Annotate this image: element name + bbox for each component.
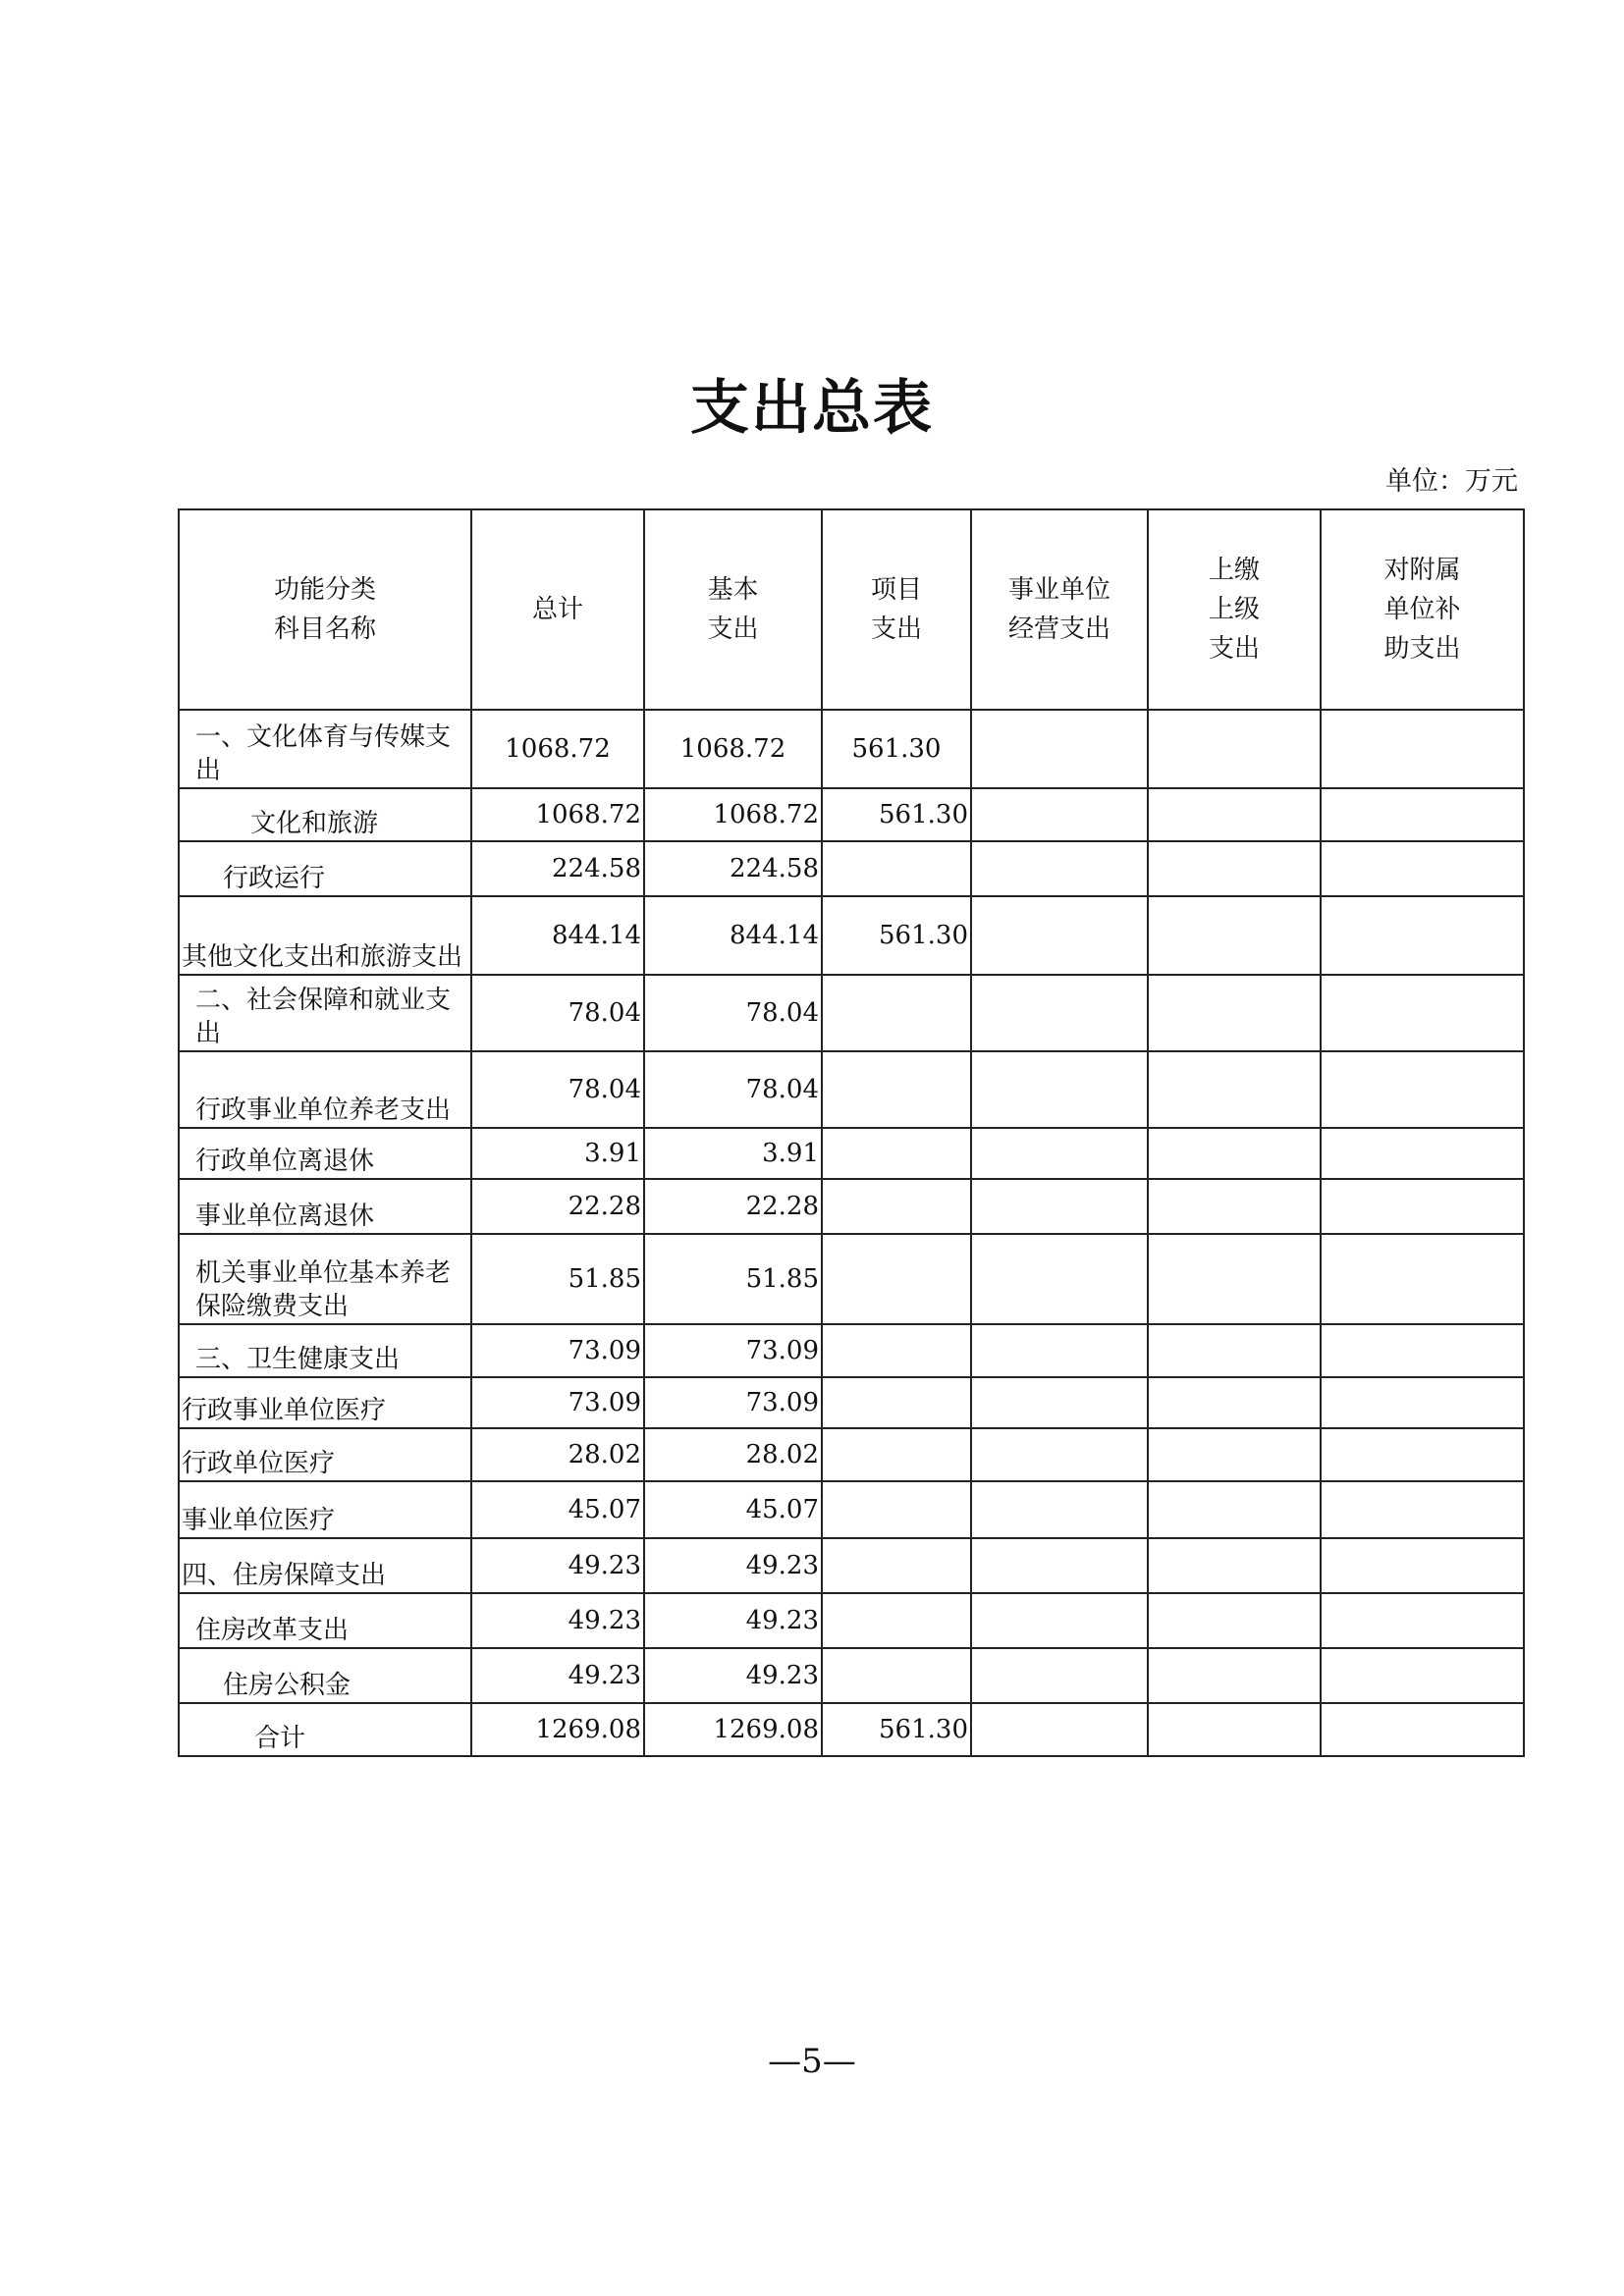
row-project: 561.30 xyxy=(822,788,971,841)
row-subsidy xyxy=(1321,788,1524,841)
row-total: 78.04 xyxy=(471,975,644,1051)
header-label: 项目 支出 xyxy=(870,575,922,644)
header-category xyxy=(179,509,471,710)
row-name: 事业单位医疗 xyxy=(179,1481,471,1538)
table-row xyxy=(179,841,1524,896)
header-total xyxy=(471,509,644,710)
row-subsidy xyxy=(1321,1051,1524,1128)
row-business xyxy=(971,1051,1148,1128)
table-row xyxy=(179,1051,1524,1128)
row-project xyxy=(822,975,971,1051)
row-basic: 1068.72 xyxy=(644,788,822,841)
row-business xyxy=(971,1481,1148,1538)
row-name: 行政运行 xyxy=(179,841,471,896)
row-name: 三、卫生健康支出 xyxy=(179,1324,471,1377)
header-remit xyxy=(1148,509,1321,710)
row-remit xyxy=(1148,1593,1321,1648)
row-business xyxy=(971,1428,1148,1481)
table-row xyxy=(179,1593,1524,1648)
row-business xyxy=(971,1538,1148,1593)
header-label: 事业单位 经营支出 xyxy=(1007,575,1110,644)
row-basic: 49.23 xyxy=(644,1648,822,1703)
row-business xyxy=(971,1234,1148,1324)
row-subsidy xyxy=(1321,1593,1524,1648)
row-name: 一、文化体育与传媒支出 xyxy=(179,710,471,788)
table-row xyxy=(179,1481,1524,1538)
row-remit xyxy=(1148,788,1321,841)
row-name: 合计 xyxy=(179,1703,471,1756)
row-project xyxy=(822,1128,971,1179)
row-name: 行政事业单位养老支出 xyxy=(179,1051,471,1128)
table-header-row xyxy=(179,509,1524,710)
row-basic: 224.58 xyxy=(644,841,822,896)
row-basic: 3.91 xyxy=(644,1128,822,1179)
row-business xyxy=(971,896,1148,975)
row-subsidy xyxy=(1321,1703,1524,1756)
table-row xyxy=(179,896,1524,975)
row-subsidy xyxy=(1321,1428,1524,1481)
unit-label: 单位：万元 xyxy=(1385,466,1518,497)
header-label: 上缴 上级 支出 xyxy=(1208,556,1260,664)
row-basic: 1269.08 xyxy=(644,1703,822,1756)
row-project xyxy=(822,1324,971,1377)
header-basic xyxy=(644,509,822,710)
row-total: 1068.72 xyxy=(471,788,644,841)
row-business xyxy=(971,1128,1148,1179)
row-project xyxy=(822,1538,971,1593)
table-row xyxy=(179,1428,1524,1481)
row-basic: 844.14 xyxy=(644,896,822,975)
page-number: —5— xyxy=(768,2042,856,2081)
row-basic: 1068.72 xyxy=(644,710,822,788)
row-name: 其他文化支出和旅游支出 xyxy=(179,896,471,975)
table-row-total xyxy=(179,1703,1524,1756)
row-total: 28.02 xyxy=(471,1428,644,1481)
table-row xyxy=(179,710,1524,788)
row-project xyxy=(822,1481,971,1538)
row-remit xyxy=(1148,1377,1321,1428)
row-business xyxy=(971,841,1148,896)
row-name: 行政单位医疗 xyxy=(179,1428,471,1481)
row-remit xyxy=(1148,1428,1321,1481)
row-remit xyxy=(1148,1234,1321,1324)
row-remit xyxy=(1148,1051,1321,1128)
row-subsidy xyxy=(1321,841,1524,896)
row-basic: 73.09 xyxy=(644,1377,822,1428)
row-subsidy xyxy=(1321,1538,1524,1593)
row-remit xyxy=(1148,1179,1321,1234)
row-basic: 73.09 xyxy=(644,1324,822,1377)
row-business xyxy=(971,1703,1148,1756)
row-business xyxy=(971,1324,1148,1377)
row-remit xyxy=(1148,896,1321,975)
row-name: 机关事业单位基本养老保险缴费支出 xyxy=(179,1234,471,1324)
row-business xyxy=(971,1648,1148,1703)
row-name: 文化和旅游 xyxy=(179,788,471,841)
row-total: 22.28 xyxy=(471,1179,644,1234)
row-total: 49.23 xyxy=(471,1648,644,1703)
row-total: 3.91 xyxy=(471,1128,644,1179)
row-remit xyxy=(1148,1703,1321,1756)
row-subsidy xyxy=(1321,1128,1524,1179)
row-remit xyxy=(1148,841,1321,896)
row-project xyxy=(822,1179,971,1234)
row-business xyxy=(971,1179,1148,1234)
row-basic: 78.04 xyxy=(644,1051,822,1128)
header-label: 功能分类 科目名称 xyxy=(273,575,376,644)
table-row xyxy=(179,975,1524,1051)
row-remit xyxy=(1148,1128,1321,1179)
row-total: 1269.08 xyxy=(471,1703,644,1756)
table-row xyxy=(179,1648,1524,1703)
row-business xyxy=(971,1377,1148,1428)
row-total: 49.23 xyxy=(471,1538,644,1593)
row-name: 住房公积金 xyxy=(179,1648,471,1703)
row-subsidy xyxy=(1321,1179,1524,1234)
row-subsidy xyxy=(1321,1648,1524,1703)
header-business xyxy=(971,509,1148,710)
row-remit xyxy=(1148,1538,1321,1593)
row-business xyxy=(971,710,1148,788)
row-name: 行政事业单位医疗 xyxy=(179,1377,471,1428)
table-row xyxy=(179,1234,1524,1324)
row-project xyxy=(822,1648,971,1703)
row-subsidy xyxy=(1321,1377,1524,1428)
row-project xyxy=(822,1234,971,1324)
header-label: 总计 xyxy=(531,595,583,624)
row-total: 78.04 xyxy=(471,1051,644,1128)
row-basic: 22.28 xyxy=(644,1179,822,1234)
row-remit xyxy=(1148,1481,1321,1538)
row-project: 561.30 xyxy=(822,1703,971,1756)
row-remit xyxy=(1148,1324,1321,1377)
row-subsidy xyxy=(1321,1324,1524,1377)
row-total: 73.09 xyxy=(471,1377,644,1428)
row-subsidy xyxy=(1321,975,1524,1051)
row-subsidy xyxy=(1321,1234,1524,1324)
row-name: 住房改革支出 xyxy=(179,1593,471,1648)
row-name: 行政单位离退休 xyxy=(179,1128,471,1179)
row-basic: 49.23 xyxy=(644,1538,822,1593)
row-project: 561.30 xyxy=(822,710,971,788)
table-row xyxy=(179,1128,1524,1179)
table-row xyxy=(179,1377,1524,1428)
row-total: 49.23 xyxy=(471,1593,644,1648)
row-project xyxy=(822,841,971,896)
row-subsidy xyxy=(1321,1481,1524,1538)
row-basic: 28.02 xyxy=(644,1428,822,1481)
row-basic: 49.23 xyxy=(644,1593,822,1648)
header-project xyxy=(822,509,971,710)
row-basic: 78.04 xyxy=(644,975,822,1051)
page-title: 支出总表 xyxy=(690,374,934,443)
row-project xyxy=(822,1051,971,1128)
table-row xyxy=(179,788,1524,841)
header-label: 基本 支出 xyxy=(707,575,759,644)
row-project xyxy=(822,1428,971,1481)
table-row xyxy=(179,1179,1524,1234)
row-project: 561.30 xyxy=(822,896,971,975)
row-total: 73.09 xyxy=(471,1324,644,1377)
row-remit xyxy=(1148,710,1321,788)
table-row xyxy=(179,1324,1524,1377)
row-remit xyxy=(1148,1648,1321,1703)
row-business xyxy=(971,1593,1148,1648)
row-basic: 45.07 xyxy=(644,1481,822,1538)
header-label: 对附属 单位补 助支出 xyxy=(1383,556,1461,664)
row-basic: 51.85 xyxy=(644,1234,822,1324)
row-subsidy xyxy=(1321,896,1524,975)
row-total: 45.07 xyxy=(471,1481,644,1538)
header-subsidy xyxy=(1321,509,1524,710)
row-business xyxy=(971,788,1148,841)
row-project xyxy=(822,1593,971,1648)
row-business xyxy=(971,975,1148,1051)
expenditure-table xyxy=(178,508,1525,1757)
row-total: 844.14 xyxy=(471,896,644,975)
row-total: 224.58 xyxy=(471,841,644,896)
row-total: 1068.72 xyxy=(471,710,644,788)
row-name: 事业单位离退休 xyxy=(179,1179,471,1234)
row-name: 二、社会保障和就业支出 xyxy=(179,975,471,1051)
row-project xyxy=(822,1377,971,1428)
row-total: 51.85 xyxy=(471,1234,644,1324)
row-name: 四、住房保障支出 xyxy=(179,1538,471,1593)
row-remit xyxy=(1148,975,1321,1051)
table-row xyxy=(179,1538,1524,1593)
row-subsidy xyxy=(1321,710,1524,788)
